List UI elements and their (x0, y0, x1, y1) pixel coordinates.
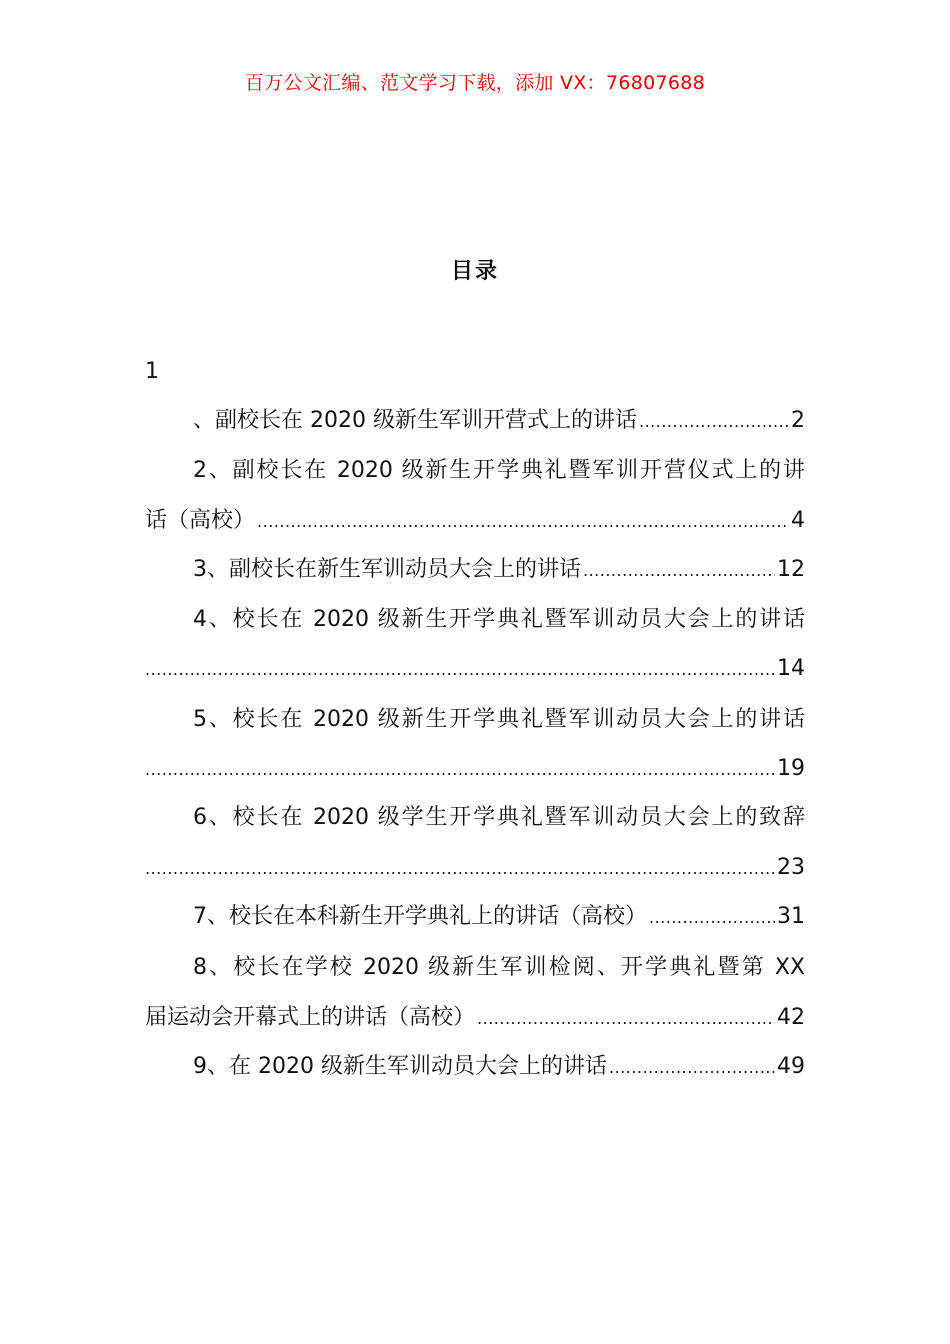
toc-entry-text: 话（高校） (145, 508, 256, 533)
toc-entry-text: 、副校长在 2020 级新生军训开营式上的讲话 (193, 408, 637, 433)
toc-entry-4[interactable] (145, 605, 805, 635)
toc-entry-text: 4、校长在 2020 级新生开学典礼暨军训动员大会上的讲话 (193, 607, 805, 632)
toc-entry-4-cont[interactable] (145, 654, 805, 684)
toc-entry-text: 届运动会开幕式上的讲话（高校） (145, 1005, 476, 1030)
leader-dots (639, 407, 789, 437)
toc-entry-text: 5、校长在 2020 级新生开学典礼暨军训动员大会上的讲话 (193, 707, 805, 732)
toc-page-number: 23 (777, 855, 805, 880)
leader-dots (145, 655, 775, 685)
toc-page-number: 19 (777, 756, 805, 781)
toc-entry-5[interactable] (145, 705, 805, 735)
toc-page-number: 31 (777, 904, 805, 929)
toc-page-number: 49 (777, 1054, 805, 1079)
leader-dots (145, 854, 775, 884)
toc-entry-7[interactable] (145, 902, 805, 932)
toc-page-number: 42 (777, 1005, 805, 1030)
toc-entry-2-cont[interactable] (145, 506, 805, 536)
toc-entry-text: 9、在 2020 级新生军训动员大会上的讲话 (193, 1054, 607, 1079)
toc-entry-3[interactable] (145, 555, 805, 585)
toc-page-number: 12 (777, 557, 805, 582)
toc-entry-2[interactable] (145, 456, 805, 486)
toc-page-number: 4 (791, 508, 805, 533)
toc-entry-6[interactable] (145, 803, 805, 833)
toc-entry-8-cont[interactable] (145, 1003, 805, 1033)
toc-entry-5-cont[interactable] (145, 754, 805, 784)
leader-dots (609, 1053, 775, 1083)
toc-entry-6-cont[interactable] (145, 853, 805, 883)
toc-entry-text: 2、副校长在 2020 级新生开学典礼暨军训开营仪式上的讲 (193, 458, 805, 483)
toc-entry-9[interactable] (145, 1052, 805, 1082)
leader-dots (477, 1004, 775, 1034)
leader-dots (145, 755, 775, 785)
toc-entry-text: 8、校长在学校 2020 级新生军训检阅、开学典礼暨第 XX (193, 955, 805, 980)
toc-entry-8[interactable] (145, 953, 805, 983)
toc-line-1 (145, 357, 805, 387)
toc-page-number: 2 (791, 408, 805, 433)
toc-number: 1 (145, 359, 159, 384)
toc-entry-text: 7、校长在本科新生开学典礼上的讲话（高校） (193, 904, 647, 929)
toc-entry-1[interactable] (145, 406, 805, 436)
header-notice: 百万公文汇编、范文学习下载，添加 VX：76807688 (244, 72, 706, 94)
toc-entry-text: 3、副校长在新生军训动员大会上的讲话 (193, 557, 581, 582)
leader-dots (257, 507, 789, 537)
leader-dots (583, 556, 775, 586)
toc-page-number: 14 (777, 656, 805, 681)
toc-entry-text: 6、校长在 2020 级学生开学典礼暨军训动员大会上的致辞 (193, 805, 805, 830)
page-title: 目录 (450, 259, 499, 284)
leader-dots (649, 903, 775, 933)
